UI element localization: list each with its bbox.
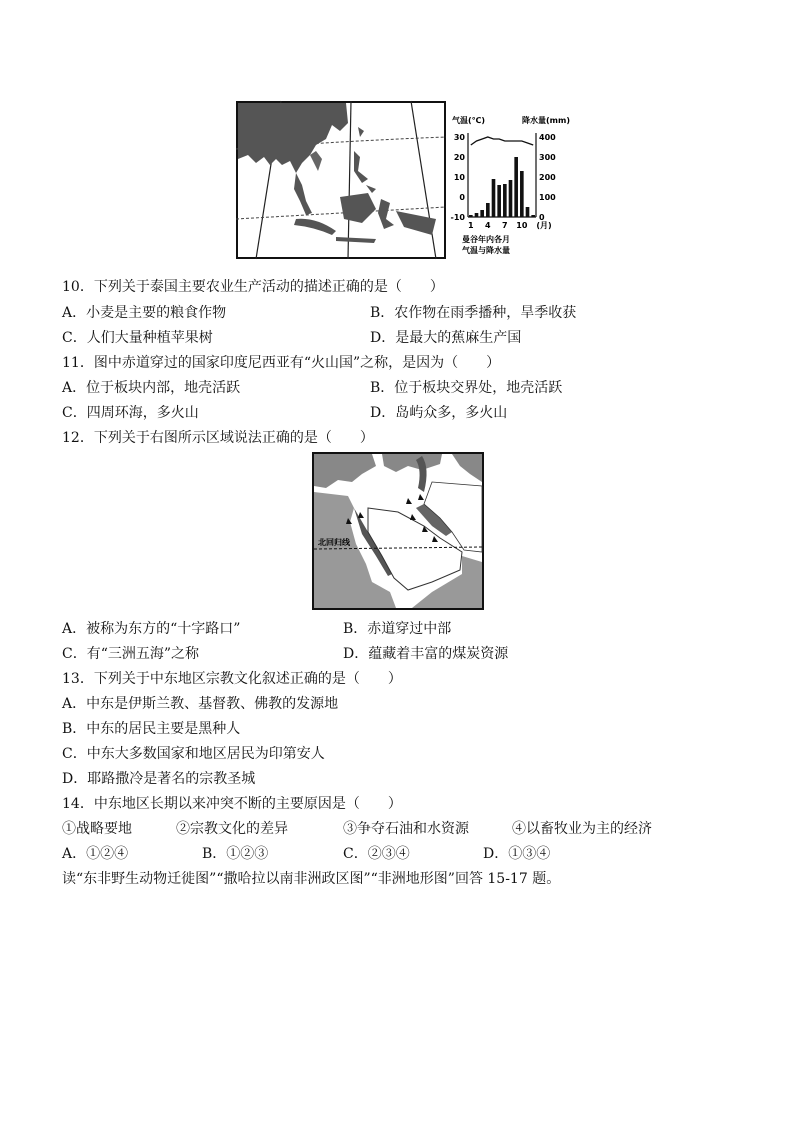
- precip-bar-12: [531, 215, 535, 217]
- q14-stem: 14．中东地区长期以来冲突不断的主要原因是（ ）: [62, 796, 402, 812]
- q11-option-a: A．位于板块内部，地壳活跃: [62, 380, 241, 396]
- q11-stem: 11．图中赤道穿过的国家印度尼西亚有“火山国”之称，是因为（ ）: [62, 355, 501, 371]
- x-unit: (月): [536, 221, 552, 230]
- q14-option-b: B．①②③: [202, 846, 269, 862]
- precip-bar-2: [475, 213, 479, 217]
- q10-option-a: A．小麦是主要的粮食作物: [62, 305, 227, 321]
- q14-option-c: C．②③④: [343, 846, 410, 862]
- precip-bar-5: [492, 179, 496, 217]
- q11-option-b: B．位于板块交界处，地壳活跃: [370, 380, 563, 396]
- precip-bar-3: [480, 210, 484, 217]
- q13-option-a: A．中东是伊斯兰教、基督教、佛教的发源地: [62, 696, 339, 712]
- q12-option-c: C．有“三洲五海”之称: [62, 646, 200, 662]
- x-tick: 10: [516, 221, 528, 230]
- middle-east-map: [312, 452, 484, 610]
- bangkok-climate-chart: [448, 115, 570, 260]
- precip-bar-7: [503, 184, 507, 217]
- caption-line1: 曼谷年内各月: [462, 235, 510, 244]
- q10-option-b: B．农作物在雨季播种，旱季收获: [370, 305, 577, 321]
- y-right-label: 降水量(mm): [522, 116, 570, 125]
- q14-option-a: A．①②④: [62, 846, 129, 862]
- q12-stem: 12．下列关于右图所示区域说法正确的是（ ）: [62, 430, 374, 446]
- y-left-tick: -10: [450, 213, 465, 222]
- y-left-label: 气温(℃): [452, 116, 485, 125]
- q14-option-d: D．①③④: [483, 846, 551, 862]
- q10-option-c: C．人们大量种植苹果树: [62, 330, 213, 346]
- tropic-label: 北回归线: [318, 538, 350, 547]
- x-tick: 4: [485, 221, 491, 230]
- x-tick: 7: [502, 221, 508, 230]
- q13-option-c: C．中东大多数国家和地区居民为印第安人: [62, 746, 325, 762]
- q13-stem: 13．下列关于中东地区宗教文化叙述正确的是（ ）: [62, 671, 402, 687]
- temperature-line: [471, 137, 533, 145]
- y-left-tick: 20: [453, 153, 465, 162]
- q14-item-3: ③争夺石油和水资源: [343, 821, 469, 837]
- y-right-tick: 400: [539, 133, 556, 142]
- precip-bar-9: [514, 157, 518, 217]
- q14-item-4: ④以畜牧业为主的经济: [512, 821, 652, 837]
- q13-option-d: D．耶路撒冷是著名的宗教圣城: [62, 771, 256, 787]
- y-right-tick: 100: [539, 193, 556, 202]
- precip-bar-11: [526, 207, 530, 217]
- y-left-tick: 0: [459, 193, 465, 202]
- y-right-tick: 200: [539, 173, 556, 182]
- y-right-tick: 300: [539, 153, 556, 162]
- y-left-tick: 30: [453, 133, 465, 142]
- q12-option-b: B．赤道穿过中部: [343, 621, 452, 637]
- q10-stem: 10．下列关于泰国主要农业生产活动的描述正确的是（ ）: [62, 279, 444, 295]
- x-tick: 1: [468, 221, 474, 230]
- southeast-asia-map: [236, 101, 446, 259]
- q11-option-d: D．岛屿众多，多火山: [370, 405, 508, 421]
- precip-bar-1: [469, 215, 473, 217]
- q10-option-d: D．是最大的蕉麻生产国: [370, 330, 522, 346]
- precip-bar-8: [509, 180, 513, 217]
- y-right-tick: 0: [539, 213, 545, 222]
- q14-item-2: ②宗教文化的差异: [176, 821, 288, 837]
- caption-line2: 气温与降水量: [462, 246, 510, 255]
- y-left-tick: 10: [453, 173, 465, 182]
- q13-option-b: B．中东的居民主要是黑种人: [62, 721, 241, 737]
- precip-bar-6: [497, 185, 501, 217]
- q14-item-1: ①战略要地: [62, 821, 132, 837]
- q12-option-a: A．被称为东方的“十字路口”: [62, 621, 241, 637]
- precip-bar-4: [486, 203, 490, 217]
- q12-option-d: D．蕴藏着丰富的煤炭资源: [343, 646, 509, 662]
- precip-bar-10: [520, 171, 524, 217]
- intro-15-17: 读“东非野生动物迁徙图”“撒哈拉以南非洲政区图”“非洲地形图”回答 15-17 题。: [62, 871, 561, 887]
- q11-option-c: C．四周环海，多火山: [62, 405, 199, 421]
